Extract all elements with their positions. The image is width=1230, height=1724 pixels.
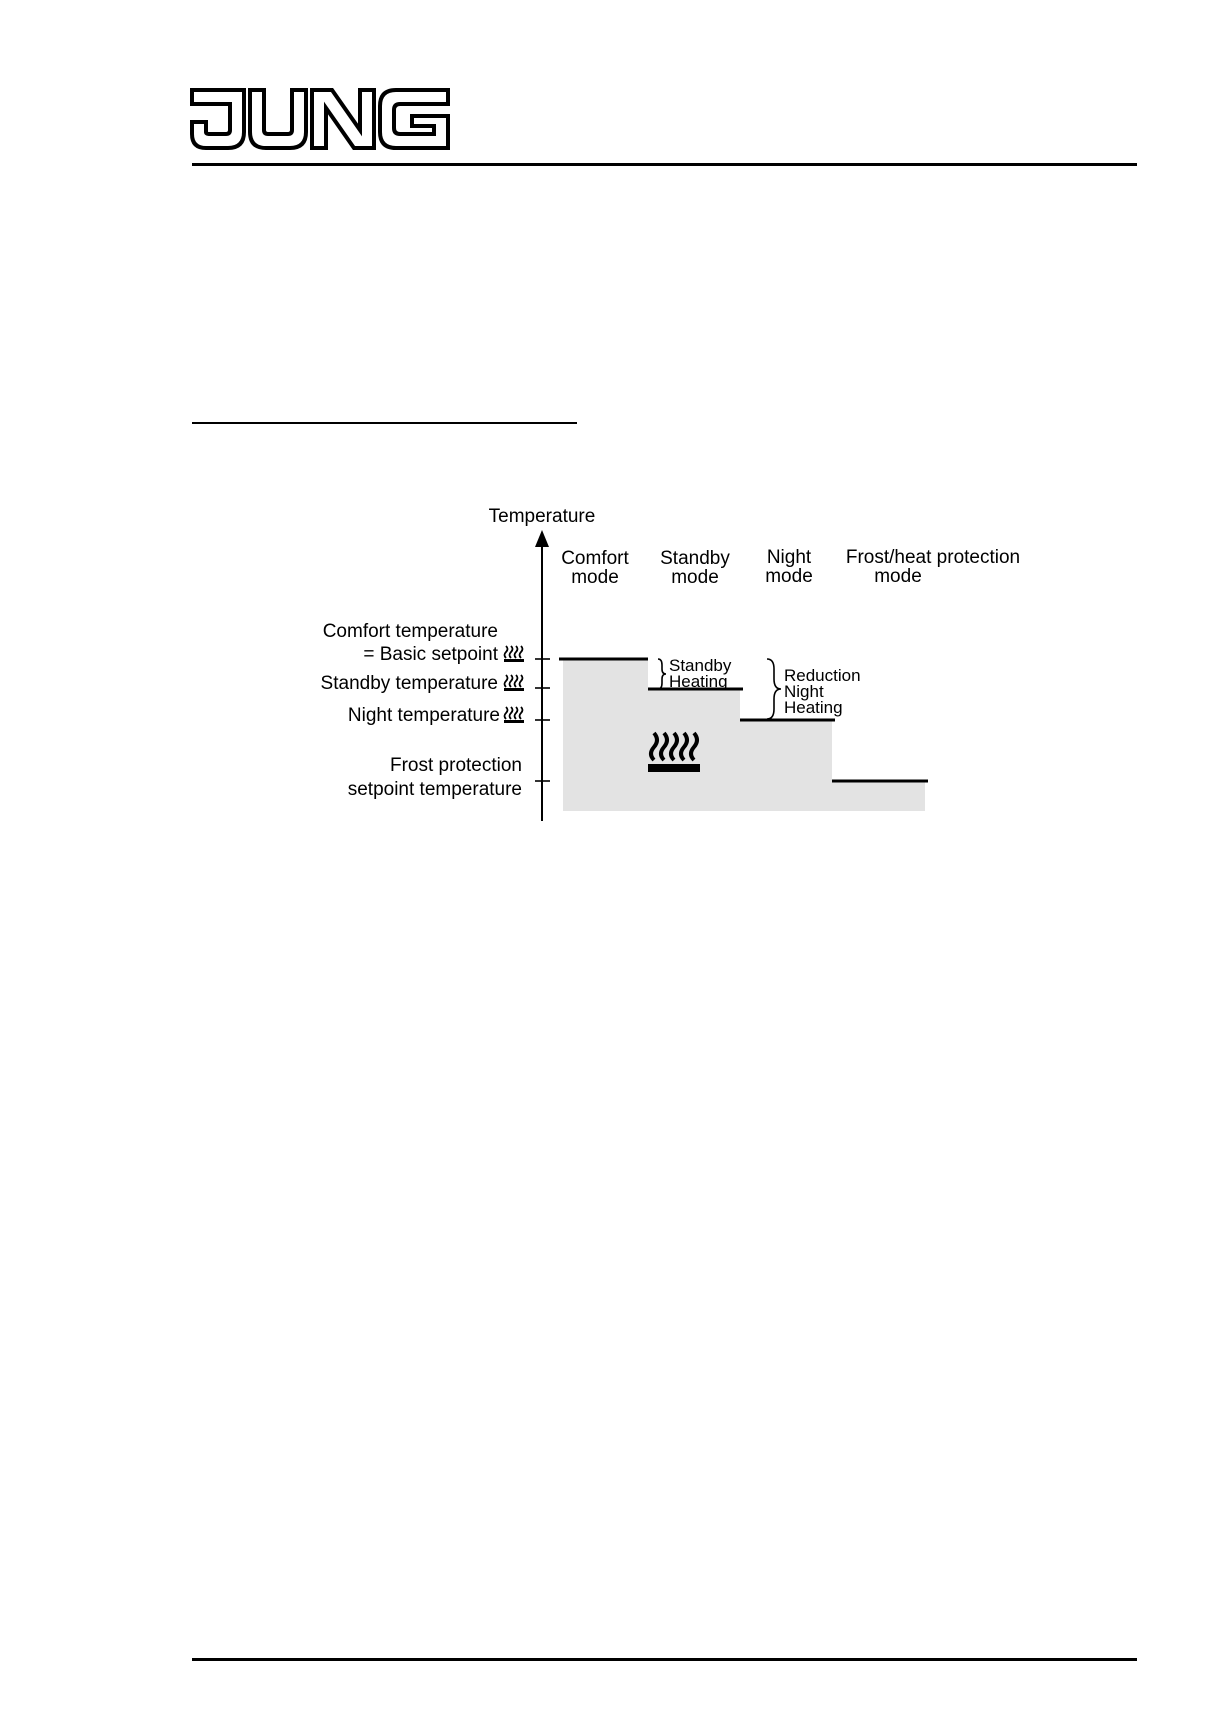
standby-reduction-line2: Heating (669, 672, 728, 691)
night-reduction-line2: Night (784, 682, 824, 701)
night-reduction-line3: Heating (784, 698, 843, 717)
standby-reduction-line1: Standby (669, 656, 732, 675)
mode-comfort-line2: mode (571, 567, 619, 588)
level-comfort-line2: = Basic setpoint (363, 644, 498, 665)
mode-comfort-line1: Comfort (561, 548, 629, 569)
night-reduction-line1: Reduction (784, 666, 861, 685)
temperature-profile-area (563, 659, 925, 811)
heating-small-icon (504, 675, 524, 691)
level-frost-line2: setpoint temperature (347, 779, 522, 800)
heating-small-icon (504, 646, 524, 662)
jung-logo (190, 86, 452, 152)
logo-text: JUNG (190, 86, 193, 87)
footer-rule (192, 1658, 1137, 1661)
axis-arrow-icon (535, 530, 549, 547)
mode-standby-line1: Standby (660, 548, 730, 569)
mode-night-line2: mode (765, 566, 813, 587)
mode-frost-line1: Frost/heat protection (845, 547, 1021, 568)
mode-frost-line2: mode (874, 566, 922, 587)
level-comfort-line1: Comfort temperature (322, 621, 498, 642)
axis-title: Temperature (488, 506, 596, 527)
header-rule (192, 163, 1137, 166)
standby-brace-icon (658, 659, 666, 689)
heating-small-icon (504, 707, 524, 723)
section-rule (192, 422, 577, 424)
mode-night-line1: Night (766, 547, 812, 568)
level-night-label: Night temperature (347, 705, 500, 726)
setpoint-diagram (300, 495, 1060, 825)
night-brace-icon (767, 659, 781, 719)
level-standby-label: Standby temperature (320, 673, 498, 694)
mode-standby-line2: mode (671, 567, 719, 588)
level-frost-line1: Frost protection (390, 755, 522, 776)
